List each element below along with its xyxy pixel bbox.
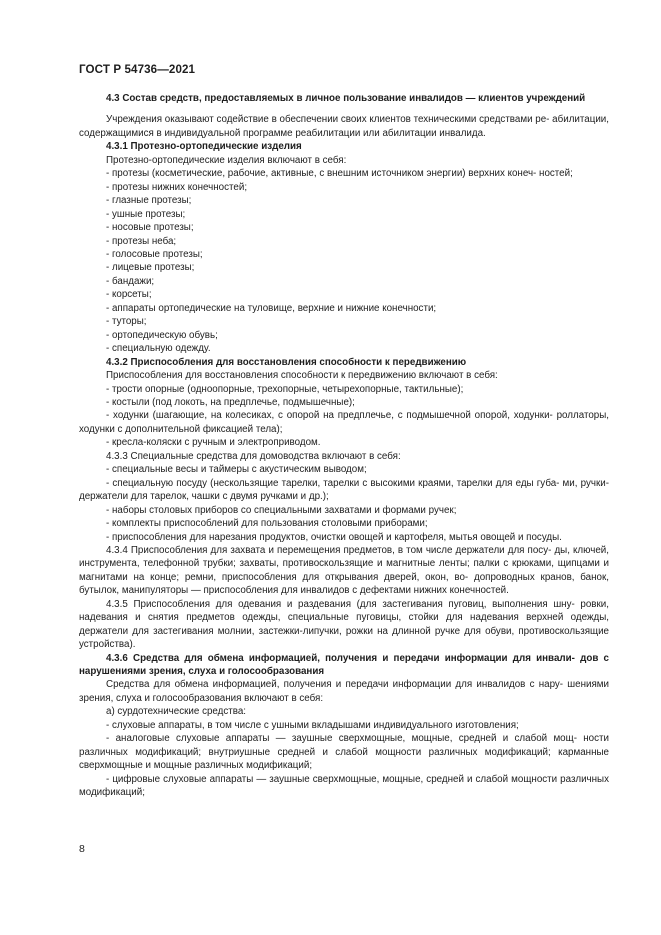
paragraph: - голосовые протезы; — [106, 248, 203, 260]
paragraph: - аналоговые слуховые аппараты — заушные сверхмощные, мощные, средней и слабой мощ- ности различных модификаций; внутриушные средней и слабой мощности различных модификаций; карманные сверхмощные и мощные различных модификаций; — [79, 733, 609, 772]
paragraph: - протезы неба; — [106, 235, 177, 247]
paragraph: - специальную посуду (нескользящие тарелки, тарелки с высокими краями, тарелки для еды губа- ми, ручки-держатели для тарелок, чашки с двумя ручками и др.); — [79, 477, 609, 503]
document-code-header: ГОСТ Р 54736—2021 — [79, 63, 196, 76]
paragraph: - протезы нижних конечностей; — [106, 181, 248, 193]
paragraph: Протезно-ортопедические изделия включают в себя: — [106, 154, 347, 166]
paragraph: - лицевые протезы; — [106, 262, 195, 274]
paragraph: - специальные весы и таймеры с акустическим выводом; — [106, 464, 367, 476]
paragraph: - ушные протезы; — [106, 208, 186, 220]
paragraph: - бандажи; — [106, 275, 155, 287]
paragraph: - глазные протезы; — [106, 195, 192, 207]
paragraph: Учреждения оказывают содействие в обеспечении своих клиентов техническими средствами ре- абилитации, содержащимися в индивидуальной программе реабилитации или абилитации инвалида. — [79, 114, 609, 139]
paragraph: - комплекты приспособлений для пользования столовыми приборами; — [106, 518, 428, 530]
paragraph: - носовые протезы; — [106, 222, 194, 234]
paragraph: - наборы столовых приборов со специальными захватами и формами ручек; — [106, 504, 457, 516]
section-heading: 4.3.2 Приспособления для восстановления способности к передвижению — [106, 356, 467, 368]
paragraph: - ортопедическую обувь; — [106, 329, 218, 341]
paragraph: 4.3.5 Приспособления для одевания и раздевания (для застегивания пуговиц, выполнения шну- ровки, надевания и снятия предметов одежды, специальные пуговицы, стойки для надевания верхней одежды, держатели для застегивания молнии, застежки-липучки, рожки на длинной ручке для обуви, противоскользящие устройства). — [79, 598, 609, 651]
section-heading: 4.3.1 Протезно-ортопедические изделия — [106, 141, 302, 153]
document-body — [79, 92, 609, 800]
paragraph: 4.3.4 Приспособления для захвата и перемещения предметов, в том числе держатели для посу- ды, ключей, инструмента, телефонной трубки; захваты, противоскользящие и магнитные ленты; палки с крюками, щипцами и магнитами на конце; ремни, приспособления для открывания дверей, окон, во- допроводных кранов, банок, бутылок, манипуляторы — приспособления для инвалидов с дефектами нижних конечностей. — [79, 544, 609, 597]
paragraph: - трости опорные (одноопорные, трехопорные, четырехопорные, тактильные); — [106, 383, 464, 395]
paragraph: - костыли (под локоть, на предплечье, подмышечные); — [106, 396, 355, 408]
paragraph: - туторы; — [106, 316, 147, 328]
paragraph: Средства для обмена информацией, получения и передачи информации для инвалидов с нару- шениями зрения, слуха и голосообразования включают в себя: — [79, 679, 609, 704]
paragraph: - специальную одежду. — [106, 343, 211, 355]
section-heading: 4.3 Состав средств, предоставляемых в личное пользование инвалидов — клиентов учреждений — [106, 93, 586, 104]
paragraph: - корсеты; — [106, 289, 152, 301]
paragraph: - ходунки (шагающие, на колесиках, с опорой на предплечье, с подмышечной опорой, ходунки- роллаторы, ходунки с дополнительной фиксацией тела); — [79, 410, 609, 435]
paragraph: - цифровые слуховые аппараты — заушные сверхмощные, мощные, средней и слабой мощности различных модификаций; — [79, 773, 609, 799]
paragraph: - приспособления для нарезания продуктов, очистки овощей и картофеля, мытья овощей и посуды. — [106, 531, 562, 543]
paragraph: - кресла-коляски с ручным и электроприводом. — [106, 437, 321, 449]
paragraph: 4.3.3 Специальные средства для домоводства включают в себя: — [106, 450, 401, 462]
paragraph: - слуховые аппараты, в том числе с ушными вкладышами индивидуального изготовления; — [106, 719, 519, 731]
paragraph: - протезы (косметические, рабочие, активные, с внешним источником энергии) верхних конеч- ностей; — [106, 168, 573, 180]
section-heading: 4.3.6 Средства для обмена информацией, получения и передачи информации для инвали- дов с нарушениями зрения, слуха и голосообразования — [79, 652, 609, 678]
paragraph: - аппараты ортопедические на туловище, верхние и нижние конечности; — [106, 302, 437, 314]
page-number: 8 — [79, 843, 85, 855]
paragraph: а) сурдотехнические средства: — [106, 706, 247, 718]
paragraph: Приспособления для восстановления способности к передвижению включают в себя: — [106, 370, 498, 382]
